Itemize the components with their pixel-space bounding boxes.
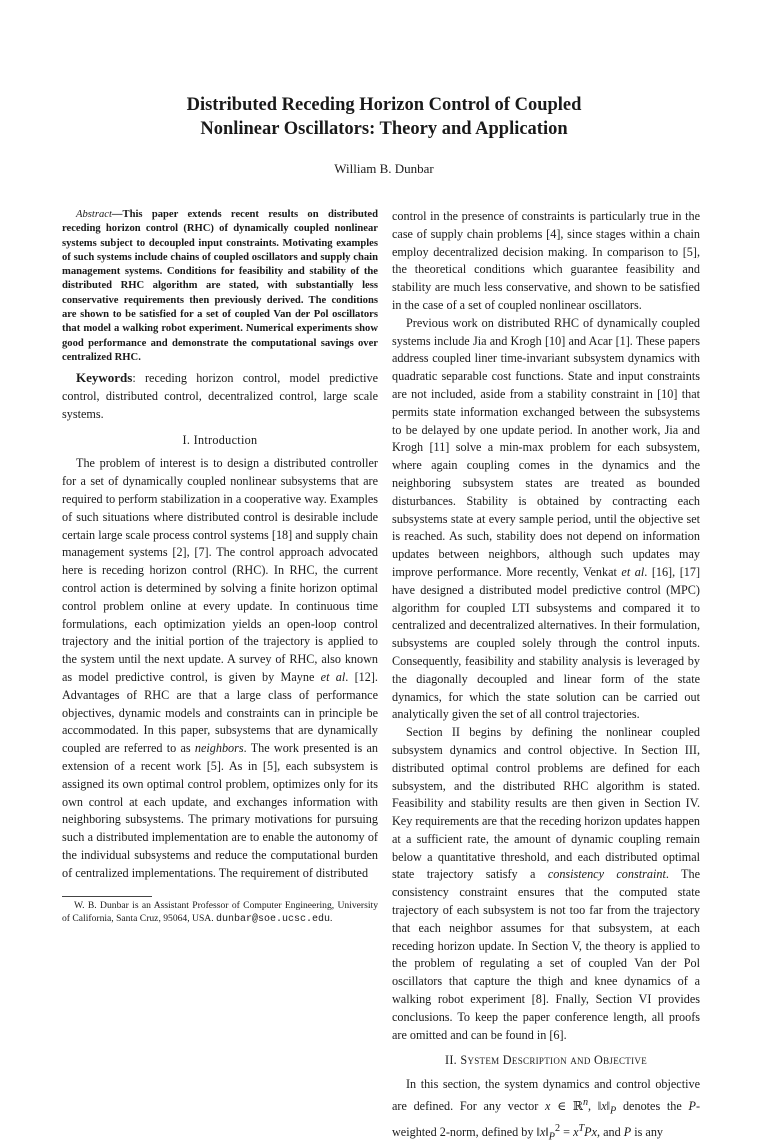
paper-title [0, 93, 768, 141]
s2-math-P-sub2: P [548, 1131, 556, 1143]
intro-paragraph-3 [392, 724, 700, 1044]
intro-paragraph-1-continued: control in the presence of constraints is particularly true in the case of supply chain problems [4], since stages within a chain employ decentralized decision making. In comparison to [5], the theoretical conditions which guarantee feasibility and stability are much less conservative, and shown to be satisfied in the case of a set of coupled nonlinear oscillators. [392, 209, 700, 312]
section-heading-introduction: I. Introduction [182, 432, 258, 447]
left-column [62, 208, 378, 883]
abstract-lead: Abstract [76, 209, 112, 220]
s2-math-P: P [688, 1099, 696, 1114]
s2-math-x2: x [601, 1099, 607, 1114]
s2-text-h: = [560, 1125, 574, 1140]
intro-p1-etal: et al [320, 670, 346, 685]
s2-math-n: n [582, 1097, 589, 1109]
s2-math-T: T [578, 1123, 585, 1135]
intro-p2-text-b: . [16], [17] have designed a distributed model predictive control (MPC) algorithm for coupled LTI subsystems and compared it to centralized and decentralized alternatives. In their formulation, subsystems are coupled solely through the control inputs. Consequently, feasibility and stability analysis is leveraged by the diagonally decoupled and linear form of the state dynamics, for which the state solution can be carried out analytically given the set of all control trajectories. [392, 564, 700, 722]
s2-math-sq: 2 [555, 1123, 561, 1135]
section2-paragraph-1 [392, 1076, 700, 1146]
intro-p1-text-b: . [12]. Advantages of RHC are that a large class of performance objectives, dynamic models and constraints can in principle be accommodated. In this paper, subsystems that are dynamically coupled are referred to as [62, 670, 378, 756]
intro-p2-text-a: Previous work on distributed RHC of dynamically coupled systems include Jia and Krogh [10] and Acar [1]. These papers address coupled liner time-invariant subsystem dynamics with quadratic separable cost functions. State and input constraints are not included, aside from a stability constraint in [10] that permits state information exchanged between the subsystems to be delayed by one update period. In another work, Jia and Krogh [11] solve a min-max problem for each subsystem, where again coupling comes in the dynamics and the neighboring subsystem states are treated as bounded disturbances. Stability is obtained by contracting each subsystems state at every sample period, until the objective set is reached. As such, stability does not depend on information updates between neighbors, although such updates may improve performance. More recently, Venkat [392, 315, 700, 579]
footnote-email: dunbar@soe.ucsc.edu [216, 914, 331, 925]
s2-math-P4: P [623, 1125, 632, 1140]
keywords-label: Keywords [76, 370, 133, 386]
intro-paragraph-2 [392, 315, 700, 724]
s2-math-Px: Px [584, 1125, 597, 1140]
intro-p3-text-a: Section II begins by defining the nonlinear coupled subsystem dynamics and control objective. In Section III, distributed optimal control problems are defined for each subsystem, and the distributed RHC algorithm is stated. Feasibility and stability results are then given in Section IV. Key requirements are that the receding horizon updates happen at a sufficient rate, the amount of dynamic coupling remain below a quantitative threshold, and each distributed optimal state trajectory satisfy a [392, 725, 700, 882]
s2-math-x3: x [539, 1125, 546, 1140]
intro-paragraph-1 [62, 455, 378, 882]
intro-p3-consistency-constraint: consistency constraint [547, 867, 666, 882]
intro-p2-etal: et al [621, 564, 645, 579]
footnote-text: W. B. Dunbar is an Assistant Professor of Computer Engineering, University of California, Santa Cruz, 95064, USA. [62, 900, 378, 924]
intro-p3-text-b: . The consistency constraint ensures that the computed state trajectory of each subsystem is not too far from the trajectory that each neighbor assumes for that subsystem, at each receding horizon update. In Section V, the theory is applied to the problem of regulating a set of coupled Van der Pol oscillators that capture the thigh and knee dynamics of a walking robot experiment [8]. Fnally, Section VI provides conclusions. To keep the paper conference length, all proofs are omitted and can be found in [6]. [392, 867, 700, 1042]
author-name: William B. Dunbar [334, 161, 434, 176]
intro-p1-text-c: . The work presented is an extension of a recent work [5]. As in [5], each subsystem is assigned its own optimal control problem, optimizes only for its own control at each update, and exchanges information with neighboring subsystems. The primary motivations for pursuing such a distributed implementation are to enable the autonomy of the individual subsystems and reduce the computational burden of centralized implementations. The requirement of distributed [62, 741, 378, 880]
s2-text-c: , ‖ [588, 1099, 602, 1114]
s2-math-x4: x [573, 1125, 579, 1140]
s2-text-d: ‖ [606, 1099, 611, 1114]
s2-text-b: ∈ ℝ [550, 1099, 583, 1114]
s2-text-e: denotes the [616, 1099, 689, 1114]
s2-text-i: , and [597, 1125, 624, 1140]
footnote-divider [62, 896, 152, 897]
intro-p1-text-a: The problem of interest is to design a distributed controller for a set of dynamically coupled nonlinear subsystems that are required to perform stabilization in a cooperative way. Examples of such situations where distributed control is desirable include certain large scale process control systems [18] and supply chain management systems [2], [7]. The control approach advocated here is receding horizon control (RHC). In RHC, the current control action is determined by solving a finite horizon optimal control problem online at every update. In continuous time formulations, each optimization yields an open-loop control trajectory and the initial portion of the trajectory is applied to the system until the next update. A survey of RHC, also known as model predictive control, is given by Mayne [62, 456, 378, 685]
s2-text-f: -weighted 2-norm, defined by ‖ [392, 1099, 701, 1140]
abstract [62, 208, 378, 365]
title-line-2: Nonlinear Oscillators: Theory and Application [200, 119, 568, 139]
right-column [392, 208, 700, 1147]
abstract-dash: — [111, 209, 123, 220]
intro-p1-neighbors: neighbors [194, 741, 244, 756]
s2-math-P-sub: P [610, 1105, 617, 1117]
section-heading-system-description: II. System Description and Objective [444, 1053, 648, 1068]
s2-math-x: x [544, 1099, 551, 1114]
abstract-text: This paper extends recent results on distributed receding horizon control (RHC) of dynamically coupled nonlinear systems subject to decoupled input constraints. Motivating examples of such systems include chains of coupled oscillators and supply chain management systems. Conditions for feasibility and stability of the distributed RHC algorithm are stated, with substantially less conservative requirements then previously derived. The conditions are shown to be satisfied for a set of coupled Van der Pol oscillators that model a walking robot experiment. Numerical experiments show good performance and demonstrate the computational savings over centralized RHC. [62, 209, 378, 363]
footnote-period: . [330, 913, 333, 924]
title-line-1: Distributed Receding Horizon Control of Coupled [186, 95, 582, 115]
s2-text-j: is any [631, 1125, 664, 1140]
footnote [62, 899, 378, 926]
keywords-text: : receding horizon control, model predictive control, distributed control, decentralized control, large scale systems. [62, 371, 378, 421]
s2-text-g: ‖ [545, 1125, 549, 1140]
keywords [62, 369, 378, 423]
s2-text-a: In this section, the system dynamics and control objective are defined. For any vector [392, 1077, 700, 1114]
